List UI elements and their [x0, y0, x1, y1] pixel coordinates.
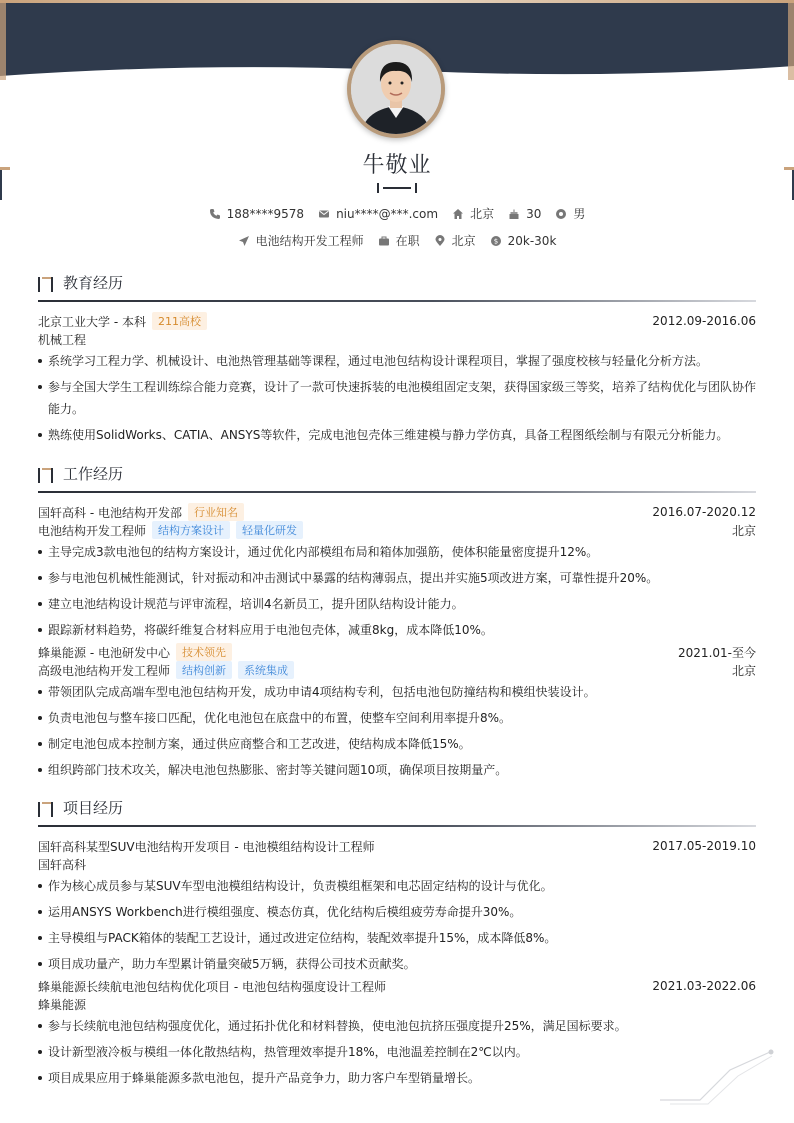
phone-item — [209, 207, 304, 221]
avatar-frame — [347, 40, 445, 138]
list-item: 制定电池包成本控制方案，通过供应商整合和工艺改进，使结构成本降低15%。 — [38, 733, 756, 755]
education-header — [38, 272, 756, 302]
pin-icon — [434, 235, 446, 247]
list-item: 熟练使用SolidWorks、CATIA、ANSYS等软件，完成电池包壳体三维建模与静力学仿真，具备工程图纸绘制与有限元分析能力。 — [38, 424, 756, 446]
role-tag: 结构创新 — [176, 661, 232, 679]
name-divider-ornament — [375, 182, 419, 194]
gender-icon — [555, 208, 567, 220]
education-title: 教育经历 — [63, 274, 124, 292]
salary-value: 20k-30k — [507, 233, 557, 248]
gender-item — [555, 205, 585, 222]
cake-icon — [508, 208, 520, 220]
briefcase-icon — [378, 235, 390, 247]
list-item: 参与全国大学生工程训练综合能力竞赛，设计了一款可快速拆装的电池模组固定支架，获得国家级三等奖，培养了结构优化与团队协作能力。 — [38, 376, 756, 420]
role-tag: 结构方案设计 — [152, 521, 230, 539]
section-mark-icon — [38, 276, 54, 292]
salary-item — [490, 234, 557, 248]
work-section — [38, 463, 756, 785]
mail-icon — [318, 208, 330, 220]
school-name: 北京工业大学 - 本科 — [38, 314, 146, 329]
list-item: 跟踪新材料趋势，将碳纤维复合材料应用于电池包壳体，减重8kg，成本降低10%。 — [38, 619, 756, 641]
section-mark-icon — [38, 801, 54, 817]
contact-row — [0, 205, 794, 222]
education-period: 2012.09-2016.06 — [652, 314, 756, 328]
project-name: 国轩高科某型SUV电池结构开发项目 - 电池模组结构设计工程师 — [38, 839, 375, 854]
corner-decoration-icon — [660, 1048, 780, 1108]
location-item — [452, 205, 494, 222]
phone-value: 188****9578 — [226, 206, 305, 221]
project-name: 蜂巢能源长续航电池包结构优化项目 - 电池包结构强度设计工程师 — [38, 979, 386, 994]
job-role: 电池结构开发工程师 — [38, 523, 147, 538]
list-item: 主导完成3款电池包的结构方案设计，通过优化内部模组布局和箱体加强筋，使体积能量密度提升12%。 — [38, 541, 756, 563]
company-name: 蜂巢能源 - 电池研发中心 — [38, 645, 170, 660]
location-value: 北京 — [470, 207, 495, 221]
list-item: 运用ANSYS Workbench进行模组强度、模态仿真，优化结构后模组疲劳寿命提升30%。 — [38, 901, 756, 923]
projects-section — [38, 797, 756, 1093]
age-value: 30 — [526, 206, 542, 221]
position-item — [238, 232, 364, 249]
company-tag: 行业知名 — [188, 503, 244, 521]
list-item: 组织跨部门技术攻关，解决电池包热膨胀、密封等关键问题10项，确保项目按期量产。 — [38, 759, 756, 781]
education-section — [38, 272, 756, 450]
list-item: 项目成果应用于蜂巢能源多款电池包，提升产品竞争力，助力客户车型销量增长。 — [38, 1067, 756, 1089]
status-value: 在职 — [395, 234, 420, 248]
job-bullets — [38, 541, 756, 641]
company-tag: 技术领先 — [176, 643, 232, 661]
project-entry — [38, 837, 756, 975]
coin-icon — [490, 235, 502, 247]
education-entry — [38, 312, 756, 446]
phone-icon — [209, 208, 221, 220]
list-item: 项目成功量产，助力车型累计销量突破5万辆，获得公司技术贡献奖。 — [38, 953, 756, 975]
project-org: 蜂巢能源 — [38, 997, 87, 1012]
job-intent-row — [0, 232, 794, 249]
list-item: 负责电池包与整车接口匹配，优化电池包在底盘中的布置，使整车空间利用率提升8%。 — [38, 707, 756, 729]
section-mark-icon — [38, 467, 54, 483]
list-item: 带领团队完成高端车型电池包结构开发，成功申请4项结构专利，包括电池包防撞结构和模组快装设计。 — [38, 681, 756, 703]
job-period: 2021.01-至今 — [678, 645, 756, 660]
project-bullets — [38, 1015, 756, 1089]
major: 机械工程 — [38, 332, 87, 347]
role-tag: 系统集成 — [238, 661, 294, 679]
email-item — [318, 207, 438, 221]
list-item: 作为核心成员参与某SUV车型电池模组结构设计，负责模组框架和电芯固定结构的设计与优化。 — [38, 875, 756, 897]
list-item: 系统学习工程力学、机械设计、电池热管理基础等课程，通过电池包结构设计课程项目，掌握了强度校核与轻量化分析方法。 — [38, 350, 756, 372]
list-item: 参与电池包机械性能测试，针对振动和冲击测试中暴露的结构薄弱点，提出并实施5项改进方案，可靠性提升20%。 — [38, 567, 756, 589]
projects-header — [38, 797, 756, 827]
target-city-item — [434, 232, 476, 249]
email-value: niu****@***.com — [336, 206, 439, 221]
candidate-name: 牛敬业 — [362, 153, 432, 178]
job-bullets — [38, 681, 756, 781]
position-value: 电池结构开发工程师 — [255, 234, 364, 248]
job-period: 2016.07-2020.12 — [652, 505, 756, 519]
section-divider — [38, 300, 756, 302]
avatar-photo-icon — [351, 44, 441, 134]
role-tag: 轻量化研发 — [236, 521, 303, 539]
home-icon — [452, 208, 464, 220]
age-item — [508, 207, 541, 221]
list-item: 设计新型液冷板与模组一体化散热结构，热管理效率提升18%，电池温差控制在2℃以内。 — [38, 1041, 756, 1063]
section-divider — [38, 491, 756, 493]
school-tag: 211高校 — [152, 312, 207, 330]
project-org: 国轩高科 — [38, 857, 87, 872]
target-city-value: 北京 — [451, 234, 476, 248]
project-period: 2021.03-2022.06 — [652, 979, 756, 993]
job-entry — [38, 643, 756, 781]
send-icon — [238, 235, 250, 247]
work-header — [38, 463, 756, 493]
education-bullets — [38, 350, 756, 446]
project-entry — [38, 977, 756, 1089]
avatar — [351, 44, 441, 134]
job-city: 北京 — [731, 523, 756, 538]
projects-title: 项目经历 — [63, 799, 124, 817]
work-title: 工作经历 — [63, 465, 124, 483]
job-entry — [38, 503, 756, 641]
status-item — [378, 232, 420, 249]
company-name: 国轩高科 - 电池结构开发部 — [38, 505, 182, 520]
job-city: 北京 — [731, 663, 756, 678]
job-role: 高级电池结构开发工程师 — [38, 663, 171, 678]
section-divider — [38, 825, 756, 827]
project-bullets — [38, 875, 756, 975]
list-item: 主导模组与PACK箱体的装配工艺设计，通过改进定位结构，装配效率提升15%，成本降低8%。 — [38, 927, 756, 949]
list-item: 参与长续航电池包结构强度优化，通过拓扑优化和材料替换，使电池包抗挤压强度提升25%，满足国标要求。 — [38, 1015, 756, 1037]
gender-value: 男 — [573, 207, 586, 221]
list-item: 建立电池结构设计规范与评审流程，培训4名新员工，提升团队结构设计能力。 — [38, 593, 756, 615]
svg-text:$: $ — [493, 237, 498, 245]
project-period: 2017.05-2019.10 — [652, 839, 756, 853]
